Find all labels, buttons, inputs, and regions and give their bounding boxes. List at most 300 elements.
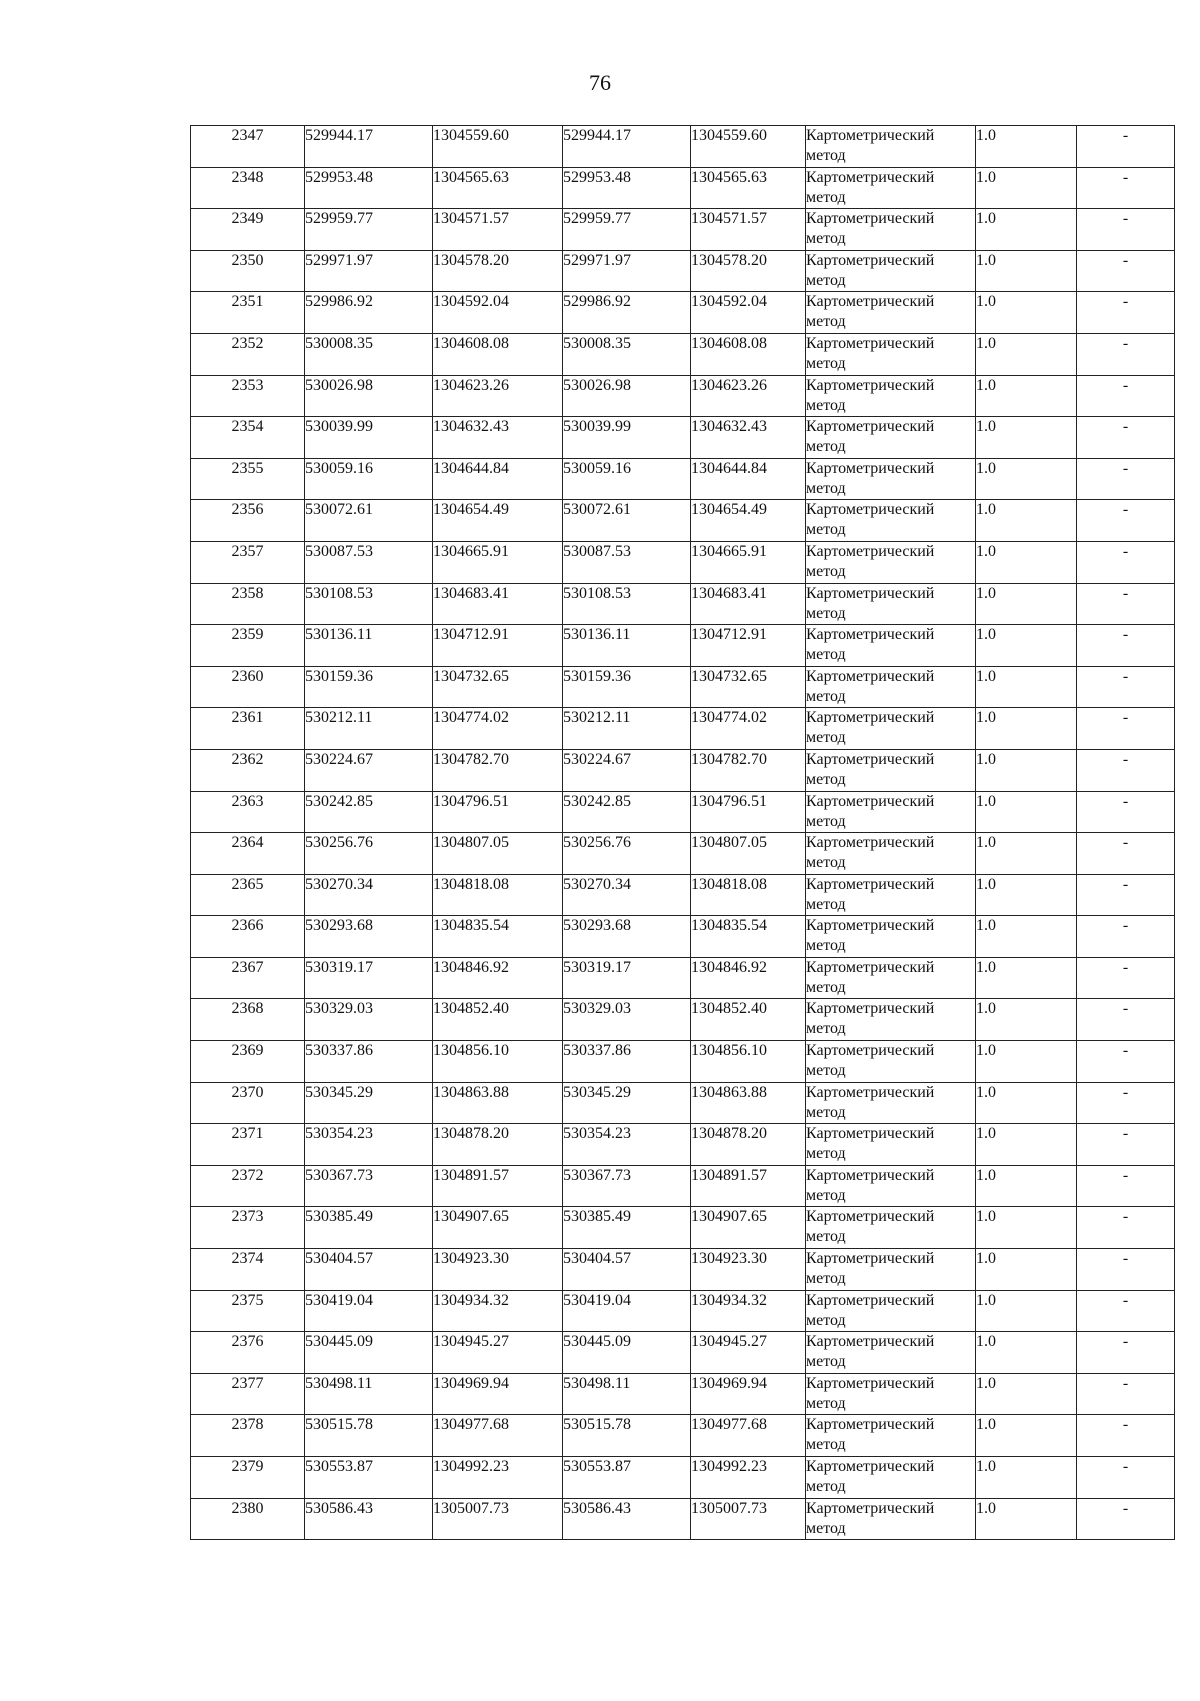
method-line-2: метод bbox=[806, 313, 846, 331]
table-row bbox=[191, 167, 1175, 209]
method-line-2: метод bbox=[806, 396, 846, 414]
accuracy-cell: 1.0 bbox=[976, 749, 1077, 791]
x-existing-cell: 530293.68 bbox=[305, 916, 433, 958]
x-existing-cell: 530256.76 bbox=[305, 833, 433, 875]
y-new-cell: 1304969.94 bbox=[691, 1373, 806, 1415]
note-cell: - bbox=[1077, 1041, 1175, 1083]
x-existing-cell: 530270.34 bbox=[305, 874, 433, 916]
x-existing-cell: 530008.35 bbox=[305, 333, 433, 375]
y-existing-cell: 1304654.49 bbox=[433, 500, 563, 542]
note-cell: - bbox=[1077, 1332, 1175, 1374]
note-cell: - bbox=[1077, 1498, 1175, 1540]
note-cell: - bbox=[1077, 1124, 1175, 1166]
x-existing-cell: 529959.77 bbox=[305, 209, 433, 251]
method-line-2: метод bbox=[806, 354, 846, 372]
point-number-cell: 2372 bbox=[191, 1165, 305, 1207]
y-new-cell: 1304945.27 bbox=[691, 1332, 806, 1374]
accuracy-cell: 1.0 bbox=[976, 1457, 1077, 1499]
y-existing-cell: 1304644.84 bbox=[433, 458, 563, 500]
table-row bbox=[191, 1124, 1175, 1166]
point-number-cell: 2364 bbox=[191, 833, 305, 875]
method-cell bbox=[806, 250, 976, 292]
accuracy-cell: 1.0 bbox=[976, 541, 1077, 583]
table-row bbox=[191, 1373, 1175, 1415]
note-cell: - bbox=[1077, 541, 1175, 583]
y-existing-cell: 1304665.91 bbox=[433, 541, 563, 583]
y-new-cell: 1304644.84 bbox=[691, 458, 806, 500]
x-new-cell: 530136.11 bbox=[563, 625, 691, 667]
method-line-2: метод bbox=[806, 1228, 846, 1246]
x-existing-cell: 530319.17 bbox=[305, 957, 433, 999]
accuracy-cell: 1.0 bbox=[976, 957, 1077, 999]
method-line-1: Картометрический bbox=[806, 334, 935, 352]
y-existing-cell: 1304565.63 bbox=[433, 167, 563, 209]
method-line-2: метод bbox=[806, 479, 846, 497]
x-existing-cell: 530419.04 bbox=[305, 1290, 433, 1332]
table-row bbox=[191, 1415, 1175, 1457]
method-cell bbox=[806, 1457, 976, 1499]
method-cell bbox=[806, 500, 976, 542]
y-existing-cell: 1304578.20 bbox=[433, 250, 563, 292]
point-number-cell: 2375 bbox=[191, 1290, 305, 1332]
point-number-cell: 2378 bbox=[191, 1415, 305, 1457]
table-row bbox=[191, 250, 1175, 292]
note-cell: - bbox=[1077, 874, 1175, 916]
coordinates-table bbox=[190, 125, 1175, 1540]
method-line-2: метод bbox=[806, 1270, 846, 1288]
y-existing-cell: 1304712.91 bbox=[433, 625, 563, 667]
method-cell bbox=[806, 417, 976, 459]
method-cell bbox=[806, 541, 976, 583]
y-new-cell: 1304835.54 bbox=[691, 916, 806, 958]
method-line-2: метод bbox=[806, 1145, 846, 1163]
method-line-1: Картометрический bbox=[806, 168, 935, 186]
method-line-2: метод bbox=[806, 978, 846, 996]
method-line-1: Картометрический bbox=[806, 501, 935, 519]
note-cell: - bbox=[1077, 1249, 1175, 1291]
accuracy-cell: 1.0 bbox=[976, 874, 1077, 916]
method-line-1: Картометрический bbox=[806, 418, 935, 436]
y-new-cell: 1304796.51 bbox=[691, 791, 806, 833]
x-existing-cell: 530345.29 bbox=[305, 1082, 433, 1124]
y-new-cell: 1304623.26 bbox=[691, 375, 806, 417]
y-new-cell: 1304807.05 bbox=[691, 833, 806, 875]
note-cell: - bbox=[1077, 666, 1175, 708]
point-number-cell: 2352 bbox=[191, 333, 305, 375]
table-row bbox=[191, 957, 1175, 999]
method-line-1: Картометрический bbox=[806, 709, 935, 727]
x-existing-cell: 529986.92 bbox=[305, 292, 433, 334]
point-number-cell: 2361 bbox=[191, 708, 305, 750]
method-line-1: Картометрический bbox=[806, 542, 935, 560]
x-existing-cell: 530329.03 bbox=[305, 999, 433, 1041]
point-number-cell: 2368 bbox=[191, 999, 305, 1041]
method-line-1: Картометрический bbox=[806, 1499, 935, 1517]
y-new-cell: 1304891.57 bbox=[691, 1165, 806, 1207]
method-cell bbox=[806, 666, 976, 708]
y-existing-cell: 1304863.88 bbox=[433, 1082, 563, 1124]
method-line-1: Картометрический bbox=[806, 875, 935, 893]
page-number: 76 bbox=[589, 70, 611, 95]
accuracy-cell: 1.0 bbox=[976, 209, 1077, 251]
note-cell: - bbox=[1077, 625, 1175, 667]
method-line-2: метод bbox=[806, 1311, 846, 1329]
y-new-cell: 1304863.88 bbox=[691, 1082, 806, 1124]
point-number-cell: 2365 bbox=[191, 874, 305, 916]
y-existing-cell: 1304732.65 bbox=[433, 666, 563, 708]
x-new-cell: 530385.49 bbox=[563, 1207, 691, 1249]
accuracy-cell: 1.0 bbox=[976, 250, 1077, 292]
y-new-cell: 1304846.92 bbox=[691, 957, 806, 999]
point-number-cell: 2373 bbox=[191, 1207, 305, 1249]
method-line-1: Картометрический bbox=[806, 917, 935, 935]
accuracy-cell: 1.0 bbox=[976, 167, 1077, 209]
x-existing-cell: 530385.49 bbox=[305, 1207, 433, 1249]
x-new-cell: 530270.34 bbox=[563, 874, 691, 916]
table-row bbox=[191, 500, 1175, 542]
method-line-1: Картометрический bbox=[806, 584, 935, 602]
point-number-cell: 2379 bbox=[191, 1457, 305, 1499]
x-new-cell: 530319.17 bbox=[563, 957, 691, 999]
method-line-2: метод bbox=[806, 729, 846, 747]
y-existing-cell: 1304608.08 bbox=[433, 333, 563, 375]
point-number-cell: 2376 bbox=[191, 1332, 305, 1374]
table-row bbox=[191, 333, 1175, 375]
x-existing-cell: 530242.85 bbox=[305, 791, 433, 833]
y-new-cell: 1304732.65 bbox=[691, 666, 806, 708]
method-cell bbox=[806, 1249, 976, 1291]
x-existing-cell: 530498.11 bbox=[305, 1373, 433, 1415]
accuracy-cell: 1.0 bbox=[976, 708, 1077, 750]
x-new-cell: 530419.04 bbox=[563, 1290, 691, 1332]
x-new-cell: 530345.29 bbox=[563, 1082, 691, 1124]
method-line-1: Картометрический bbox=[806, 1374, 935, 1392]
table-row bbox=[191, 209, 1175, 251]
table-row bbox=[191, 375, 1175, 417]
point-number-cell: 2374 bbox=[191, 1249, 305, 1291]
point-number-cell: 2349 bbox=[191, 209, 305, 251]
method-line-2: метод bbox=[806, 646, 846, 664]
point-number-cell: 2357 bbox=[191, 541, 305, 583]
x-new-cell: 530087.53 bbox=[563, 541, 691, 583]
x-new-cell: 530159.36 bbox=[563, 666, 691, 708]
method-line-1: Картометрический bbox=[806, 1333, 935, 1351]
y-existing-cell: 1304835.54 bbox=[433, 916, 563, 958]
method-cell bbox=[806, 292, 976, 334]
x-new-cell: 530026.98 bbox=[563, 375, 691, 417]
accuracy-cell: 1.0 bbox=[976, 126, 1077, 168]
table-row bbox=[191, 1165, 1175, 1207]
method-line-1: Картометрический bbox=[806, 1083, 935, 1101]
method-line-1: Картометрический bbox=[806, 958, 935, 976]
x-existing-cell: 529953.48 bbox=[305, 167, 433, 209]
y-existing-cell: 1304807.05 bbox=[433, 833, 563, 875]
method-line-1: Картометрический bbox=[806, 1166, 935, 1184]
accuracy-cell: 1.0 bbox=[976, 791, 1077, 833]
x-existing-cell: 530039.99 bbox=[305, 417, 433, 459]
note-cell: - bbox=[1077, 292, 1175, 334]
y-new-cell: 1304565.63 bbox=[691, 167, 806, 209]
table-row bbox=[191, 999, 1175, 1041]
x-existing-cell: 529944.17 bbox=[305, 126, 433, 168]
x-existing-cell: 530059.16 bbox=[305, 458, 433, 500]
method-line-1: Картометрический bbox=[806, 127, 935, 144]
y-existing-cell: 1305007.73 bbox=[433, 1498, 563, 1540]
y-existing-cell: 1304782.70 bbox=[433, 749, 563, 791]
method-line-1: Картометрический bbox=[806, 1125, 935, 1143]
x-new-cell: 530293.68 bbox=[563, 916, 691, 958]
accuracy-cell: 1.0 bbox=[976, 500, 1077, 542]
method-cell bbox=[806, 833, 976, 875]
y-existing-cell: 1304969.94 bbox=[433, 1373, 563, 1415]
note-cell: - bbox=[1077, 916, 1175, 958]
x-new-cell: 530329.03 bbox=[563, 999, 691, 1041]
note-cell: - bbox=[1077, 833, 1175, 875]
note-cell: - bbox=[1077, 708, 1175, 750]
method-cell bbox=[806, 708, 976, 750]
y-new-cell: 1304852.40 bbox=[691, 999, 806, 1041]
x-existing-cell: 530337.86 bbox=[305, 1041, 433, 1083]
x-new-cell: 530242.85 bbox=[563, 791, 691, 833]
table-row bbox=[191, 126, 1175, 168]
y-new-cell: 1305007.73 bbox=[691, 1498, 806, 1540]
x-existing-cell: 530404.57 bbox=[305, 1249, 433, 1291]
y-existing-cell: 1304683.41 bbox=[433, 583, 563, 625]
method-line-2: метод bbox=[806, 1436, 846, 1454]
y-new-cell: 1304712.91 bbox=[691, 625, 806, 667]
method-line-2: метод bbox=[806, 147, 846, 164]
y-existing-cell: 1304992.23 bbox=[433, 1457, 563, 1499]
point-number-cell: 2371 bbox=[191, 1124, 305, 1166]
method-line-1: Картометрический bbox=[806, 1042, 935, 1060]
accuracy-cell: 1.0 bbox=[976, 1124, 1077, 1166]
method-cell bbox=[806, 749, 976, 791]
y-new-cell: 1304934.32 bbox=[691, 1290, 806, 1332]
accuracy-cell: 1.0 bbox=[976, 1249, 1077, 1291]
y-existing-cell: 1304852.40 bbox=[433, 999, 563, 1041]
method-line-2: метод bbox=[806, 812, 846, 830]
x-existing-cell: 530108.53 bbox=[305, 583, 433, 625]
table-row bbox=[191, 458, 1175, 500]
note-cell: - bbox=[1077, 1165, 1175, 1207]
x-existing-cell: 530212.11 bbox=[305, 708, 433, 750]
y-new-cell: 1304818.08 bbox=[691, 874, 806, 916]
x-new-cell: 530553.87 bbox=[563, 1457, 691, 1499]
point-number-cell: 2363 bbox=[191, 791, 305, 833]
method-line-1: Картометрический bbox=[806, 376, 935, 394]
y-existing-cell: 1304878.20 bbox=[433, 1124, 563, 1166]
method-line-2: метод bbox=[806, 1062, 846, 1080]
y-new-cell: 1304782.70 bbox=[691, 749, 806, 791]
y-new-cell: 1304683.41 bbox=[691, 583, 806, 625]
method-line-1: Картометрический bbox=[806, 667, 935, 685]
accuracy-cell: 1.0 bbox=[976, 666, 1077, 708]
accuracy-cell: 1.0 bbox=[976, 1165, 1077, 1207]
y-new-cell: 1304774.02 bbox=[691, 708, 806, 750]
y-existing-cell: 1304907.65 bbox=[433, 1207, 563, 1249]
point-number-cell: 2380 bbox=[191, 1498, 305, 1540]
method-line-2: метод bbox=[806, 1519, 846, 1537]
method-line-2: метод bbox=[806, 1478, 846, 1495]
method-cell bbox=[806, 874, 976, 916]
x-new-cell: 530072.61 bbox=[563, 500, 691, 542]
table-row bbox=[191, 1290, 1175, 1332]
x-existing-cell: 530072.61 bbox=[305, 500, 433, 542]
method-cell bbox=[806, 999, 976, 1041]
point-number-cell: 2347 bbox=[191, 126, 305, 168]
note-cell: - bbox=[1077, 167, 1175, 209]
method-line-1: Картометрический bbox=[806, 293, 935, 311]
method-cell bbox=[806, 1165, 976, 1207]
x-new-cell: 529953.48 bbox=[563, 167, 691, 209]
x-new-cell: 530256.76 bbox=[563, 833, 691, 875]
y-new-cell: 1304592.04 bbox=[691, 292, 806, 334]
accuracy-cell: 1.0 bbox=[976, 1207, 1077, 1249]
method-line-2: метод bbox=[806, 188, 846, 206]
note-cell: - bbox=[1077, 333, 1175, 375]
table-row bbox=[191, 1082, 1175, 1124]
method-line-1: Картометрический bbox=[806, 1000, 935, 1018]
point-number-cell: 2362 bbox=[191, 749, 305, 791]
method-line-2: метод bbox=[806, 1103, 846, 1121]
method-cell bbox=[806, 916, 976, 958]
y-existing-cell: 1304923.30 bbox=[433, 1249, 563, 1291]
method-cell bbox=[806, 1498, 976, 1540]
accuracy-cell: 1.0 bbox=[976, 1373, 1077, 1415]
x-existing-cell: 529971.97 bbox=[305, 250, 433, 292]
method-line-2: метод bbox=[806, 937, 846, 955]
table-row bbox=[191, 1498, 1175, 1540]
x-existing-cell: 530354.23 bbox=[305, 1124, 433, 1166]
accuracy-cell: 1.0 bbox=[976, 583, 1077, 625]
method-line-2: метод bbox=[806, 521, 846, 539]
method-line-1: Картометрический bbox=[806, 834, 935, 852]
method-line-2: метод bbox=[806, 1020, 846, 1038]
note-cell: - bbox=[1077, 999, 1175, 1041]
x-new-cell: 530354.23 bbox=[563, 1124, 691, 1166]
point-number-cell: 2377 bbox=[191, 1373, 305, 1415]
method-line-2: метод bbox=[806, 687, 846, 705]
method-line-1: Картометрический bbox=[806, 1458, 935, 1475]
y-new-cell: 1304992.23 bbox=[691, 1457, 806, 1499]
x-existing-cell: 530515.78 bbox=[305, 1415, 433, 1457]
y-new-cell: 1304571.57 bbox=[691, 209, 806, 251]
method-line-2: метод bbox=[806, 604, 846, 622]
method-cell bbox=[806, 209, 976, 251]
method-line-2: метод bbox=[806, 1186, 846, 1204]
y-existing-cell: 1304632.43 bbox=[433, 417, 563, 459]
point-number-cell: 2366 bbox=[191, 916, 305, 958]
accuracy-cell: 1.0 bbox=[976, 1415, 1077, 1457]
accuracy-cell: 1.0 bbox=[976, 292, 1077, 334]
point-number-cell: 2353 bbox=[191, 375, 305, 417]
note-cell: - bbox=[1077, 417, 1175, 459]
x-new-cell: 529971.97 bbox=[563, 250, 691, 292]
y-existing-cell: 1304846.92 bbox=[433, 957, 563, 999]
table-row bbox=[191, 541, 1175, 583]
method-line-2: метод bbox=[806, 770, 846, 788]
table-row bbox=[191, 916, 1175, 958]
y-new-cell: 1304923.30 bbox=[691, 1249, 806, 1291]
table-row bbox=[191, 1332, 1175, 1374]
method-line-1: Картометрический bbox=[806, 1416, 935, 1434]
x-new-cell: 530039.99 bbox=[563, 417, 691, 459]
y-new-cell: 1304878.20 bbox=[691, 1124, 806, 1166]
x-existing-cell: 530367.73 bbox=[305, 1165, 433, 1207]
method-line-2: метод bbox=[806, 1353, 846, 1371]
point-number-cell: 2354 bbox=[191, 417, 305, 459]
method-line-1: Картометрический bbox=[806, 626, 935, 644]
table-row bbox=[191, 1207, 1175, 1249]
x-new-cell: 529959.77 bbox=[563, 209, 691, 251]
method-cell bbox=[806, 1290, 976, 1332]
y-new-cell: 1304608.08 bbox=[691, 333, 806, 375]
point-number-cell: 2348 bbox=[191, 167, 305, 209]
method-line-1: Картометрический bbox=[806, 1291, 935, 1309]
accuracy-cell: 1.0 bbox=[976, 333, 1077, 375]
method-cell bbox=[806, 126, 976, 168]
method-line-1: Картометрический bbox=[806, 251, 935, 269]
point-number-cell: 2360 bbox=[191, 666, 305, 708]
x-new-cell: 530498.11 bbox=[563, 1373, 691, 1415]
note-cell: - bbox=[1077, 500, 1175, 542]
accuracy-cell: 1.0 bbox=[976, 1082, 1077, 1124]
x-existing-cell: 530445.09 bbox=[305, 1332, 433, 1374]
table-row bbox=[191, 1249, 1175, 1291]
note-cell: - bbox=[1077, 1082, 1175, 1124]
point-number-cell: 2369 bbox=[191, 1041, 305, 1083]
table-row bbox=[191, 1457, 1175, 1499]
note-cell: - bbox=[1077, 957, 1175, 999]
note-cell: - bbox=[1077, 209, 1175, 251]
x-new-cell: 530586.43 bbox=[563, 1498, 691, 1540]
table-row bbox=[191, 417, 1175, 459]
note-cell: - bbox=[1077, 1207, 1175, 1249]
point-number-cell: 2350 bbox=[191, 250, 305, 292]
accuracy-cell: 1.0 bbox=[976, 1290, 1077, 1332]
method-line-2: метод bbox=[806, 438, 846, 456]
y-existing-cell: 1304559.60 bbox=[433, 126, 563, 168]
note-cell: - bbox=[1077, 1457, 1175, 1499]
x-new-cell: 530515.78 bbox=[563, 1415, 691, 1457]
method-cell bbox=[806, 1415, 976, 1457]
y-existing-cell: 1304856.10 bbox=[433, 1041, 563, 1083]
method-cell bbox=[806, 625, 976, 667]
table-row bbox=[191, 708, 1175, 750]
note-cell: - bbox=[1077, 791, 1175, 833]
note-cell: - bbox=[1077, 126, 1175, 168]
x-existing-cell: 530136.11 bbox=[305, 625, 433, 667]
note-cell: - bbox=[1077, 458, 1175, 500]
y-existing-cell: 1304774.02 bbox=[433, 708, 563, 750]
x-new-cell: 530008.35 bbox=[563, 333, 691, 375]
x-new-cell: 530367.73 bbox=[563, 1165, 691, 1207]
method-line-2: метод bbox=[806, 854, 846, 872]
table-row bbox=[191, 583, 1175, 625]
method-cell bbox=[806, 458, 976, 500]
y-new-cell: 1304654.49 bbox=[691, 500, 806, 542]
y-existing-cell: 1304571.57 bbox=[433, 209, 563, 251]
method-line-2: метод bbox=[806, 271, 846, 289]
y-existing-cell: 1304623.26 bbox=[433, 375, 563, 417]
y-new-cell: 1304977.68 bbox=[691, 1415, 806, 1457]
point-number-cell: 2351 bbox=[191, 292, 305, 334]
accuracy-cell: 1.0 bbox=[976, 1332, 1077, 1374]
method-line-1: Картометрический bbox=[806, 792, 935, 810]
y-new-cell: 1304632.43 bbox=[691, 417, 806, 459]
x-existing-cell: 530553.87 bbox=[305, 1457, 433, 1499]
y-existing-cell: 1304934.32 bbox=[433, 1290, 563, 1332]
